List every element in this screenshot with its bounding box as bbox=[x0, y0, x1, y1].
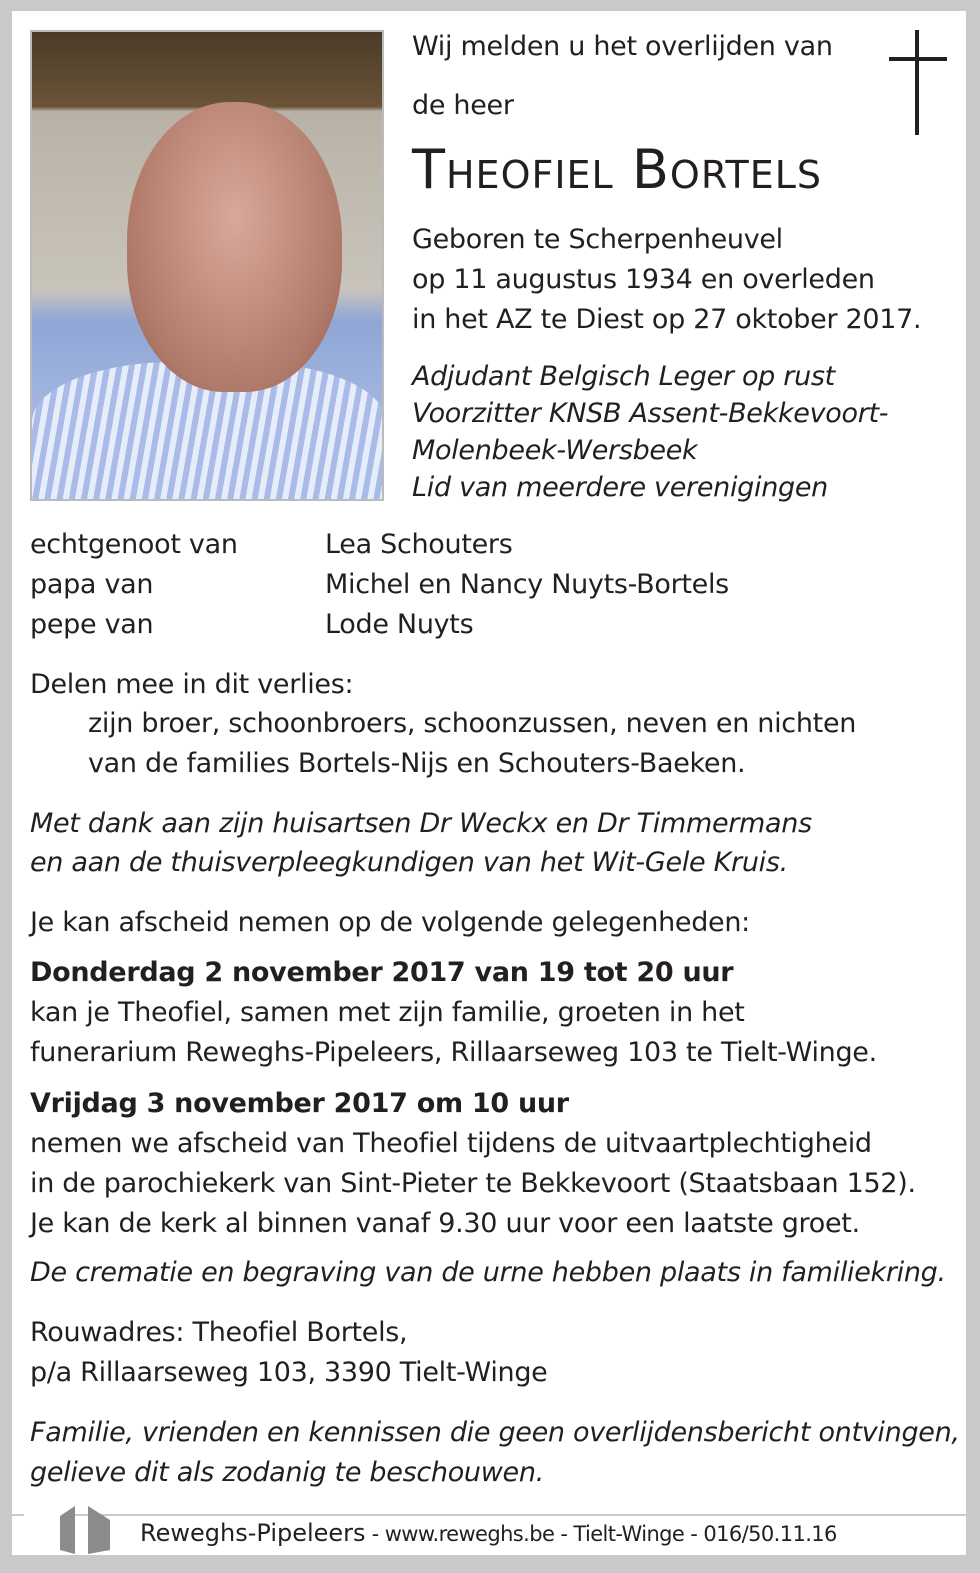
address-line: p/a Rillaarseweg 103, 3390 Tielt-Winge bbox=[30, 1357, 548, 1388]
relation-value: Michel en Nancy Nuyts-Bortels bbox=[325, 569, 729, 600]
relation-label: pepe van bbox=[30, 609, 154, 640]
title-line: Molenbeek-Wersbeek bbox=[412, 435, 698, 466]
event1-line: funerarium Reweghs-Pipeleers, Rillaarseweg 103 te Tielt-Winge. bbox=[30, 1037, 877, 1068]
event1-date: Donderdag 2 november 2017 van 19 tot 20 uur bbox=[30, 957, 734, 988]
birth-line: in het AZ te Diest op 27 oktober 2017. bbox=[412, 304, 922, 335]
funeral-home-logo bbox=[58, 1506, 114, 1554]
deceased-name: Theofiel Bortels bbox=[412, 138, 822, 201]
title-line: Lid van meerdere verenigingen bbox=[412, 472, 828, 503]
event2-date: Vrijdag 3 november 2017 om 10 uur bbox=[30, 1088, 569, 1119]
birth-line: Geboren te Scherpenheuvel bbox=[412, 224, 783, 255]
cremation-note: De crematie en begraving van de urne hebben plaats in familiekring. bbox=[30, 1257, 946, 1288]
relation-label: echtgenoot van bbox=[30, 529, 238, 560]
cross-icon-bar bbox=[889, 57, 947, 61]
event2-line: nemen we afscheid van Theofiel tijdens de uitvaartplechtigheid bbox=[30, 1128, 872, 1159]
share-line: zijn broer, schoonbroers, schoonzussen, neven en nichten bbox=[88, 708, 857, 739]
share-line: van de families Bortels-Nijs en Schouters-Baeken. bbox=[88, 748, 746, 779]
event2-line: in de parochiekerk van Sint-Pieter te Bekkevoort (Staatsbaan 152). bbox=[30, 1168, 916, 1199]
closing-line: Familie, vrienden en kennissen die geen overlijdensbericht ontvingen, bbox=[30, 1417, 960, 1448]
relation-value: Lode Nuyts bbox=[325, 609, 474, 640]
footer-divider bbox=[12, 1514, 24, 1516]
event2-line: Je kan de kerk al binnen vanaf 9.30 uur voor een laatste groet. bbox=[30, 1208, 860, 1239]
thanks-line: Met dank aan zijn huisartsen Dr Weckx en Dr Timmermans bbox=[30, 808, 812, 839]
intro-line: Wij melden u het overlijden van bbox=[412, 31, 833, 62]
relation-value: Lea Schouters bbox=[325, 529, 513, 560]
share-heading: Delen mee in dit verlies: bbox=[30, 669, 354, 700]
intro-line: de heer bbox=[412, 90, 514, 121]
portrait-photo bbox=[30, 30, 384, 501]
birth-line: op 11 augustus 1934 en overleden bbox=[412, 264, 875, 295]
footer bbox=[140, 1516, 837, 1551]
address-line: Rouwadres: Theofiel Bortels, bbox=[30, 1317, 408, 1348]
footer-company: Reweghs-Pipeleers bbox=[140, 1519, 366, 1547]
farewell-intro: Je kan afscheid nemen op de volgende gelegenheden: bbox=[30, 907, 750, 938]
cross-icon bbox=[915, 30, 919, 135]
thanks-line: en aan de thuisverpleegkundigen van het Wit-Gele Kruis. bbox=[30, 847, 788, 878]
event1-line: kan je Theofiel, samen met zijn familie, groeten in het bbox=[30, 997, 745, 1028]
footer-details: - www.reweghs.be - Tielt-Winge - 016/50.11.16 bbox=[365, 1522, 837, 1546]
title-line: Adjudant Belgisch Leger op rust bbox=[412, 361, 835, 392]
title-line: Voorzitter KNSB Assent-Bekkevoort- bbox=[412, 398, 889, 429]
relation-label: papa van bbox=[30, 569, 154, 600]
closing-line: gelieve dit als zodanig te beschouwen. bbox=[30, 1457, 544, 1488]
